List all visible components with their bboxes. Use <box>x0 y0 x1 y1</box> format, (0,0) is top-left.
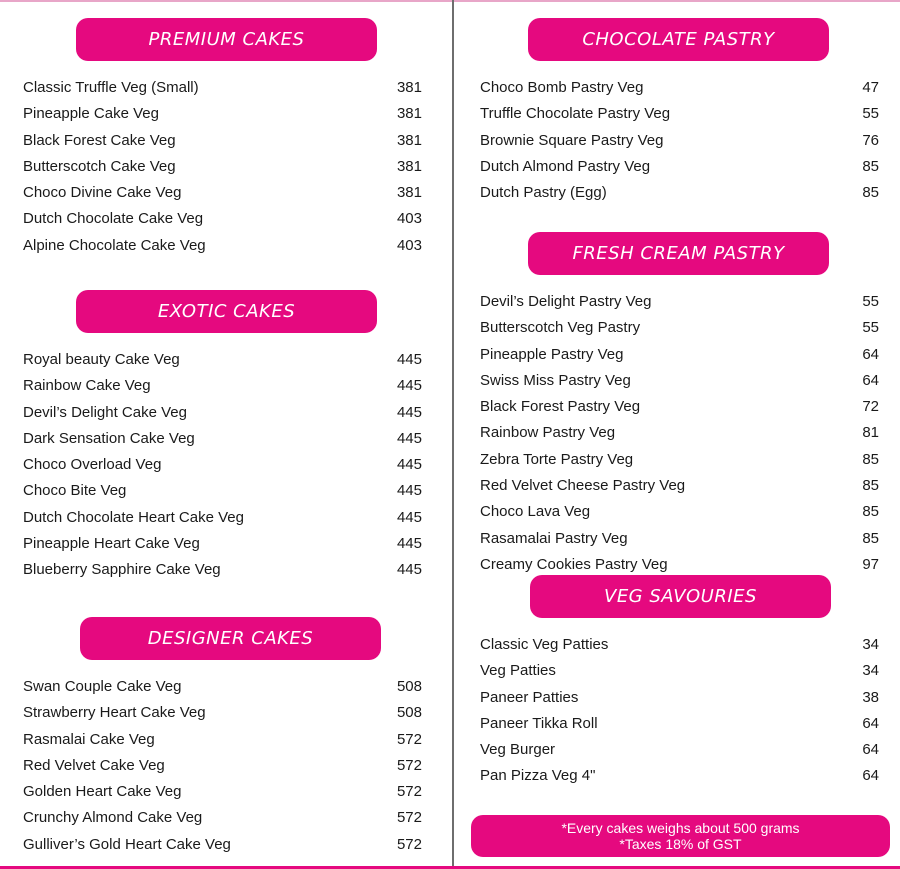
menu-item-price: 381 <box>396 157 422 175</box>
menu-item-name: Strawberry Heart Cake Veg <box>23 704 206 722</box>
menu-item-price: 55 <box>862 293 879 310</box>
column-divider <box>452 0 454 869</box>
menu-list-fresh-cream-pastry <box>480 289 879 578</box>
menu-item <box>480 447 879 473</box>
menu-item <box>480 499 879 525</box>
menu-item-price: 76 <box>862 131 879 149</box>
menu-item-price: 97 <box>862 555 879 573</box>
menu-item-name: Alpine Chocolate Cake Veg <box>23 236 206 254</box>
menu-item <box>23 180 422 206</box>
menu-item-price: 381 <box>396 79 422 96</box>
menu-item-price: 445 <box>396 535 422 553</box>
menu-item-price: 572 <box>396 756 422 774</box>
section-header-exotic-cakes: EXOTIC CAKES <box>76 290 377 333</box>
menu-item-price: 85 <box>862 529 879 547</box>
menu-item <box>480 526 879 552</box>
menu-item-name: Pineapple Cake Veg <box>23 105 159 123</box>
section-header-fresh-cream-pastry: FRESH CREAM PASTRY <box>528 232 829 275</box>
menu-item <box>23 206 422 232</box>
menu-item-price: 38 <box>862 688 879 706</box>
menu-item-price: 445 <box>396 351 422 368</box>
menu-item-price: 55 <box>862 105 879 123</box>
menu-item-name: Devil’s Delight Cake Veg <box>23 403 187 421</box>
menu-item-name: Dutch Almond Pastry Veg <box>480 157 651 175</box>
menu-item <box>480 368 879 394</box>
menu-item-name: Veg Patties <box>480 662 556 680</box>
menu-item <box>480 711 879 737</box>
menu-item-name: Dutch Pastry (Egg) <box>480 184 607 202</box>
menu-item-price: 508 <box>396 704 422 722</box>
menu-item-price: 508 <box>396 678 422 695</box>
menu-list-designer-cakes <box>23 674 422 858</box>
footer-tax-note: *Taxes 18% of GST <box>619 836 742 852</box>
menu-item <box>23 700 422 726</box>
menu-item <box>480 763 879 789</box>
menu-item-price: 381 <box>396 131 422 149</box>
menu-item <box>480 473 879 499</box>
menu-item-name: Paneer Patties <box>480 688 579 706</box>
menu-item-price: 381 <box>396 105 422 123</box>
menu-item-price: 64 <box>862 345 879 363</box>
menu-item-price: 85 <box>862 450 879 468</box>
menu-item-name: Paneer Tikka Roll <box>480 714 598 732</box>
menu-item-name: Pan Pizza Veg 4" <box>480 767 596 785</box>
menu-item <box>23 531 422 557</box>
section-header-designer-cakes: DESIGNER CAKES <box>80 617 381 660</box>
footer-note <box>471 815 890 857</box>
menu-item <box>23 805 422 831</box>
menu-item <box>480 737 879 763</box>
menu-item-price: 85 <box>862 157 879 175</box>
menu-item-price: 85 <box>862 477 879 495</box>
menu-item-name: Choco Lava Veg <box>480 503 591 521</box>
menu-item-price: 81 <box>862 424 879 442</box>
menu-item-price: 64 <box>862 371 879 389</box>
menu-item-price: 445 <box>396 377 422 395</box>
menu-item-name: Creamy Cookies Pastry Veg <box>480 555 668 573</box>
menu-item-name: Butterscotch Veg Pastry <box>480 319 641 337</box>
menu-item-name: Butterscotch Cake Veg <box>23 157 176 175</box>
menu-item-price: 572 <box>396 809 422 827</box>
menu-item-price: 64 <box>862 741 879 759</box>
menu-item-name: Rasamalai Pastry Veg <box>480 529 628 547</box>
menu-item-price: 85 <box>862 503 879 521</box>
menu-item-price: 34 <box>862 662 879 680</box>
menu-item-name: Classic Veg Patties <box>480 636 609 653</box>
menu-item <box>23 452 422 478</box>
menu-list-exotic-cakes <box>23 347 422 584</box>
menu-item <box>23 154 422 180</box>
menu-item <box>23 347 422 373</box>
menu-item <box>23 128 422 154</box>
menu-item-price: 445 <box>396 561 422 579</box>
menu-item-price: 403 <box>396 210 422 228</box>
menu-item-price: 445 <box>396 456 422 474</box>
menu-item-name: Swiss Miss Pastry Veg <box>480 371 631 389</box>
menu-item <box>480 685 879 711</box>
menu-list-veg-savouries <box>480 632 879 790</box>
menu-item-name: Zebra Torte Pastry Veg <box>480 450 634 468</box>
menu-item-name: Black Forest Pastry Veg <box>480 398 641 416</box>
section-header-veg-savouries: VEG SAVOURIES <box>530 575 831 618</box>
footer-weight-note: *Every cakes weighs about 500 grams <box>561 820 800 836</box>
menu-item <box>23 233 422 259</box>
menu-item-name: Choco Bite Veg <box>23 482 127 500</box>
menu-item <box>480 420 879 446</box>
menu-item <box>480 75 879 101</box>
menu-item <box>23 779 422 805</box>
menu-item-price: 85 <box>862 184 879 202</box>
menu-list-chocolate-pastry <box>480 75 879 206</box>
menu-item-name: Red Velvet Cheese Pastry Veg <box>480 477 686 495</box>
menu-item-name: Dutch Chocolate Heart Cake Veg <box>23 508 244 526</box>
menu-item <box>480 180 879 206</box>
menu-item-name: Choco Bomb Pastry Veg <box>480 79 644 96</box>
menu-list-premium-cakes <box>23 75 422 259</box>
menu-item-name: Golden Heart Cake Veg <box>23 783 182 801</box>
menu-item-price: 572 <box>396 730 422 748</box>
menu-item <box>480 101 879 127</box>
menu-item <box>480 394 879 420</box>
menu-item-name: Truffle Chocolate Pastry Veg <box>480 105 671 123</box>
menu-item-name: Choco Overload Veg <box>23 456 162 474</box>
menu-item-price: 403 <box>396 236 422 254</box>
menu-item-name: Red Velvet Cake Veg <box>23 756 165 774</box>
menu-item-price: 72 <box>862 398 879 416</box>
menu-item <box>480 128 879 154</box>
menu-item <box>23 832 422 858</box>
menu-item-price: 445 <box>396 508 422 526</box>
menu-item <box>23 373 422 399</box>
menu-item-name: Brownie Square Pastry Veg <box>480 131 664 149</box>
menu-item <box>23 727 422 753</box>
menu-item <box>480 632 879 658</box>
menu-item <box>23 674 422 700</box>
menu-item-price: 445 <box>396 429 422 447</box>
menu-item-name: Dutch Chocolate Cake Veg <box>23 210 204 228</box>
menu-item <box>480 342 879 368</box>
menu-item-name: Gulliver’s Gold Heart Cake Veg <box>23 835 231 853</box>
menu-item-name: Dark Sensation Cake Veg <box>23 429 195 447</box>
menu-item-price: 64 <box>862 767 879 785</box>
menu-item-name: Swan Couple Cake Veg <box>23 678 182 695</box>
menu-item-name: Rasmalai Cake Veg <box>23 730 155 748</box>
menu-item <box>23 75 422 101</box>
menu-item-price: 445 <box>396 403 422 421</box>
menu-item-name: Veg Burger <box>480 741 556 759</box>
menu-item-name: Rainbow Pastry Veg <box>480 424 616 442</box>
menu-item <box>480 289 879 315</box>
menu-item-price: 34 <box>862 636 879 653</box>
menu-item <box>23 101 422 127</box>
menu-item-name: Pineapple Pastry Veg <box>480 345 624 363</box>
menu-item <box>23 753 422 779</box>
menu-item-name: Choco Divine Cake Veg <box>23 184 182 202</box>
top-border <box>0 0 900 2</box>
menu-item <box>23 505 422 531</box>
menu-item <box>480 154 879 180</box>
menu-item <box>23 478 422 504</box>
menu-item-price: 572 <box>396 835 422 853</box>
menu-item-name: Devil’s Delight Pastry Veg <box>480 293 652 310</box>
menu-item-price: 64 <box>862 714 879 732</box>
menu-item-price: 47 <box>862 79 879 96</box>
section-header-premium-cakes: PREMIUM CAKES <box>76 18 377 61</box>
menu-item-price: 572 <box>396 783 422 801</box>
menu-item-name: Blueberry Sapphire Cake Veg <box>23 561 221 579</box>
menu-item-name: Rainbow Cake Veg <box>23 377 151 395</box>
menu-item-name: Black Forest Cake Veg <box>23 131 176 149</box>
menu-item-name: Classic Truffle Veg (Small) <box>23 79 199 96</box>
menu-item <box>480 658 879 684</box>
menu-item-name: Royal beauty Cake Veg <box>23 351 180 368</box>
menu-item-price: 381 <box>396 184 422 202</box>
menu-item <box>480 315 879 341</box>
menu-item <box>23 557 422 583</box>
menu-item <box>23 426 422 452</box>
menu-item-name: Crunchy Almond Cake Veg <box>23 809 203 827</box>
section-header-chocolate-pastry: CHOCOLATE PASTRY <box>528 18 829 61</box>
menu-item-name: Pineapple Heart Cake Veg <box>23 535 200 553</box>
menu-item-price: 445 <box>396 482 422 500</box>
menu-item <box>23 400 422 426</box>
menu-item-price: 55 <box>862 319 879 337</box>
